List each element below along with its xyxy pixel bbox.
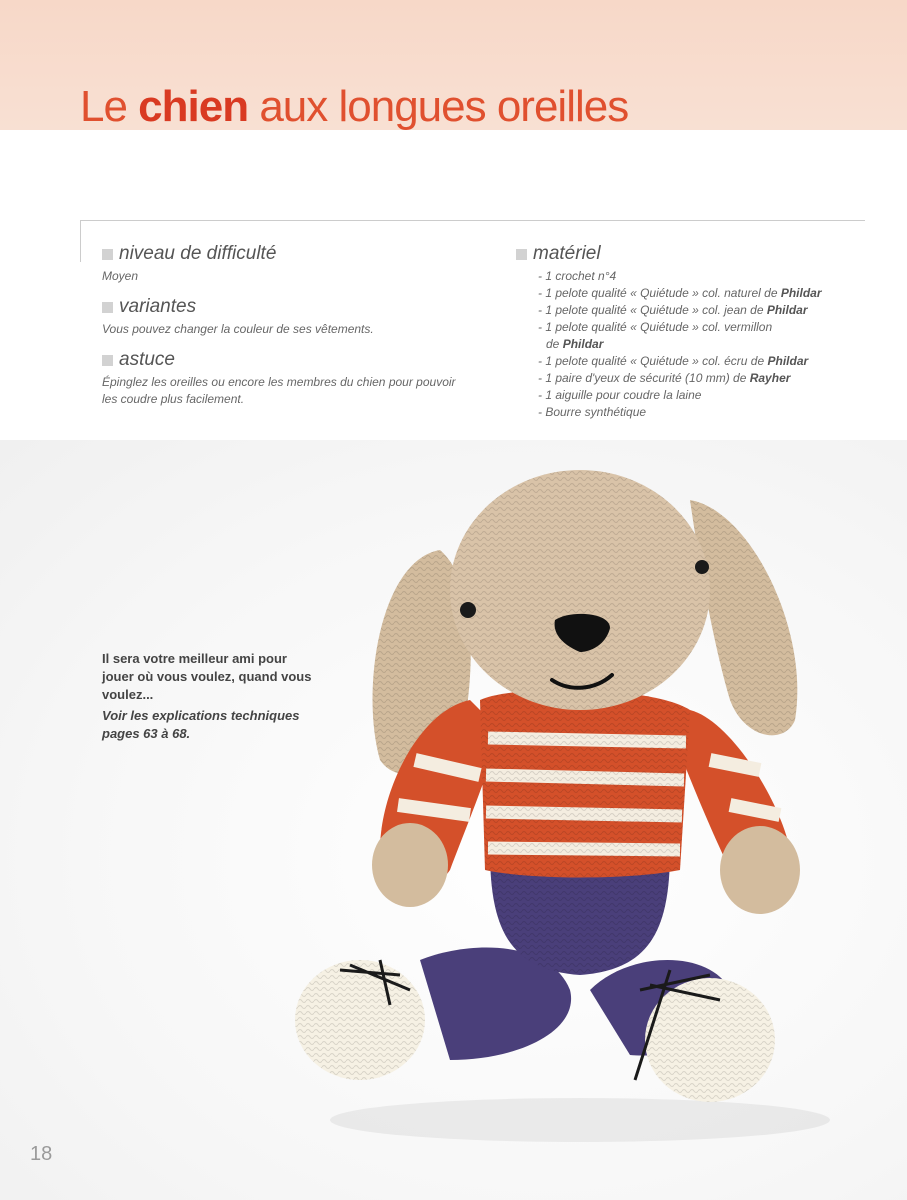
materiel-item: - 1 pelote qualité « Quiétude » col. naturel de Phildar	[538, 286, 822, 300]
info-column	[102, 242, 462, 418]
materiel-column	[516, 242, 896, 421]
title-suffix: aux longues oreilles	[248, 82, 629, 131]
bullet-square-icon	[102, 249, 113, 260]
materiel-item: - 1 pelote qualité « Quiétude » col. jean de Phildar	[538, 303, 808, 317]
caption-reference: Voir les explications techniques pages 63 à 68.	[102, 708, 300, 741]
materiel-item: de Phildar	[546, 337, 604, 351]
crochet-dog-photo	[290, 470, 850, 1150]
page-number: 18	[30, 1143, 53, 1165]
materiel-item: - 1 paire d'yeux de sécurité (10 mm) de Rayher	[538, 371, 791, 385]
bullet-square-icon	[102, 355, 113, 366]
niveau-text: Moyen	[102, 269, 139, 283]
materiel-item: - 1 aiguille pour coudre la laine	[538, 388, 702, 402]
section-niveau	[102, 242, 462, 285]
materiel-item: - 1 crochet n°4	[538, 269, 617, 283]
divider-tick	[80, 220, 81, 262]
photo-caption	[102, 650, 322, 743]
variantes-text: Vous pouvez changer la couleur de ses vêtements.	[102, 322, 374, 336]
variantes-heading: variantes	[119, 296, 197, 317]
materiel-heading: matériel	[533, 243, 601, 264]
caption-main: Il sera votre meilleur ami pour jouer où vous voulez, quand vous voulez...	[102, 651, 312, 702]
niveau-heading: niveau de difficulté	[119, 243, 277, 264]
materiel-list	[516, 268, 896, 421]
astuce-text: Épinglez les oreilles ou encore les membres du chien pour pouvoir les coudre plus facilement.	[102, 375, 456, 406]
bullet-square-icon	[102, 302, 113, 313]
section-astuce	[102, 348, 462, 408]
title-highlight: chien	[138, 82, 249, 131]
divider-line	[80, 220, 865, 221]
materiel-item: - Bourre synthétique	[538, 405, 647, 419]
materiel-item: - 1 pelote qualité « Quiétude » col. écru de Phildar	[538, 354, 809, 368]
title-prefix: Le	[80, 82, 139, 131]
materiel-item: - 1 pelote qualité « Quiétude » col. vermillon	[538, 320, 773, 334]
page-title	[80, 82, 628, 132]
section-variantes	[102, 295, 462, 338]
bullet-square-icon	[516, 249, 527, 260]
astuce-heading: astuce	[119, 349, 175, 370]
